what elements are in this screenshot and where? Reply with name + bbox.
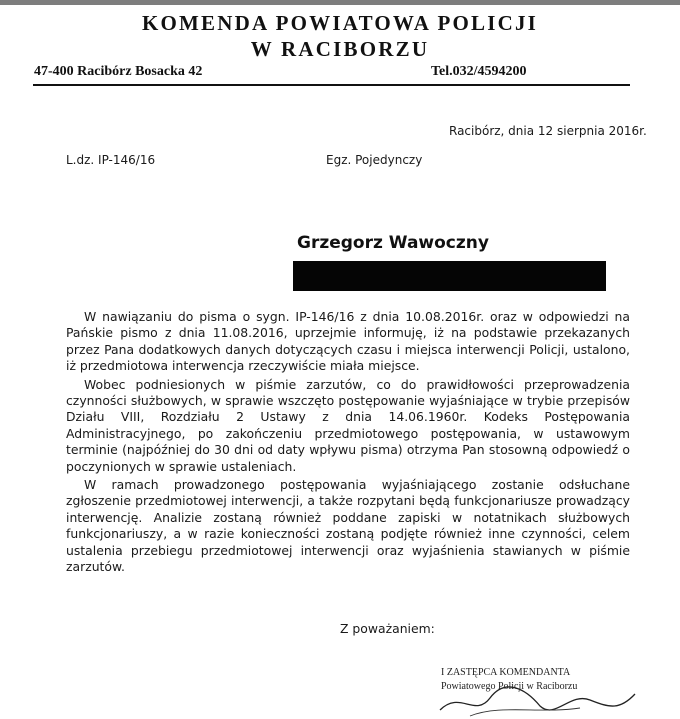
- letterhead-address: 47-400 Racibórz Bosacka 42: [34, 64, 203, 79]
- letter-date: Racibórz, dnia 12 sierpnia 2016r.: [449, 124, 647, 138]
- reference-number: L.dz. IP-146/16: [66, 153, 156, 167]
- handwritten-signature: [430, 680, 640, 719]
- letterhead-title: KOMENDA POWIATOWA POLICJI: [141, 11, 539, 35]
- redacted-address-block: [293, 261, 606, 291]
- top-scan-bar: [0, 0, 680, 5]
- stamp-line-1: I ZASTĘPCA KOMENDANTA: [441, 667, 571, 678]
- letter-body: [66, 309, 630, 578]
- recipient-name: Grzegorz Wawoczny: [297, 233, 489, 253]
- copy-note: Egz. Pojedynczy: [326, 153, 423, 167]
- body-paragraph-1: W nawiązaniu do pisma o sygn. IP-146/16 z dnia 10.08.2016r. oraz w odpowiedzi na Pańskie pismo z dnia 11.08.2016, uprzejmie informuję, iż na podstawie przekazanych przez Pana dodatkowych danych dotyczących czasu i miejsca interwencji Policji, ustalono, iż przedmiotowa interwencja rzeczywiście miała miejsce.: [66, 309, 630, 374]
- letterhead-subtitle: W RACIBORZU: [250, 37, 430, 61]
- body-paragraph-3: W ramach prowadzonego postępowania wyjaśniającego zostanie odsłuchane zgłoszenie przedmiotowej interwencji, a także rozpytani będą funkcjonariusze prowadzący interwencję. Analizie zostaną również poddane zapiski w notatnikach służbowych funkcjonariuszy, a w razie konieczności zostaną podjęte również inne czynności, celem ustalenia przebiegu przedmiotowej interwencji oraz wyjaśnienia stawianych w piśmie zarzutów.: [66, 477, 630, 575]
- stamp-line-2: Powiatowego Policji w Raciborzu: [441, 681, 578, 692]
- body-paragraph-2: Wobec podniesionych w piśmie zarzutów, co do prawidłowości przeprowadzenia czynności służbowych, w sprawie wszczęto postępowanie wyjaśniające w trybie przepisów Działu VIII, Rozdziału 2 Ustawy z dnia 14.06.1960r. Kodeks Postępowania Administracyjnego, po zakończeniu przedmiotowego postępowania, w ustawowym terminie (najpóźniej do 30 dni od daty wpływu pisma) otrzyma Pan stosowną odpowiedź o poczynionych w sprawie ustaleniach.: [66, 376, 630, 474]
- letterhead-divider: [33, 84, 630, 86]
- letterhead-phone: Tel.032/4594200: [431, 64, 527, 79]
- closing-salutation: Z poważaniem:: [340, 621, 435, 636]
